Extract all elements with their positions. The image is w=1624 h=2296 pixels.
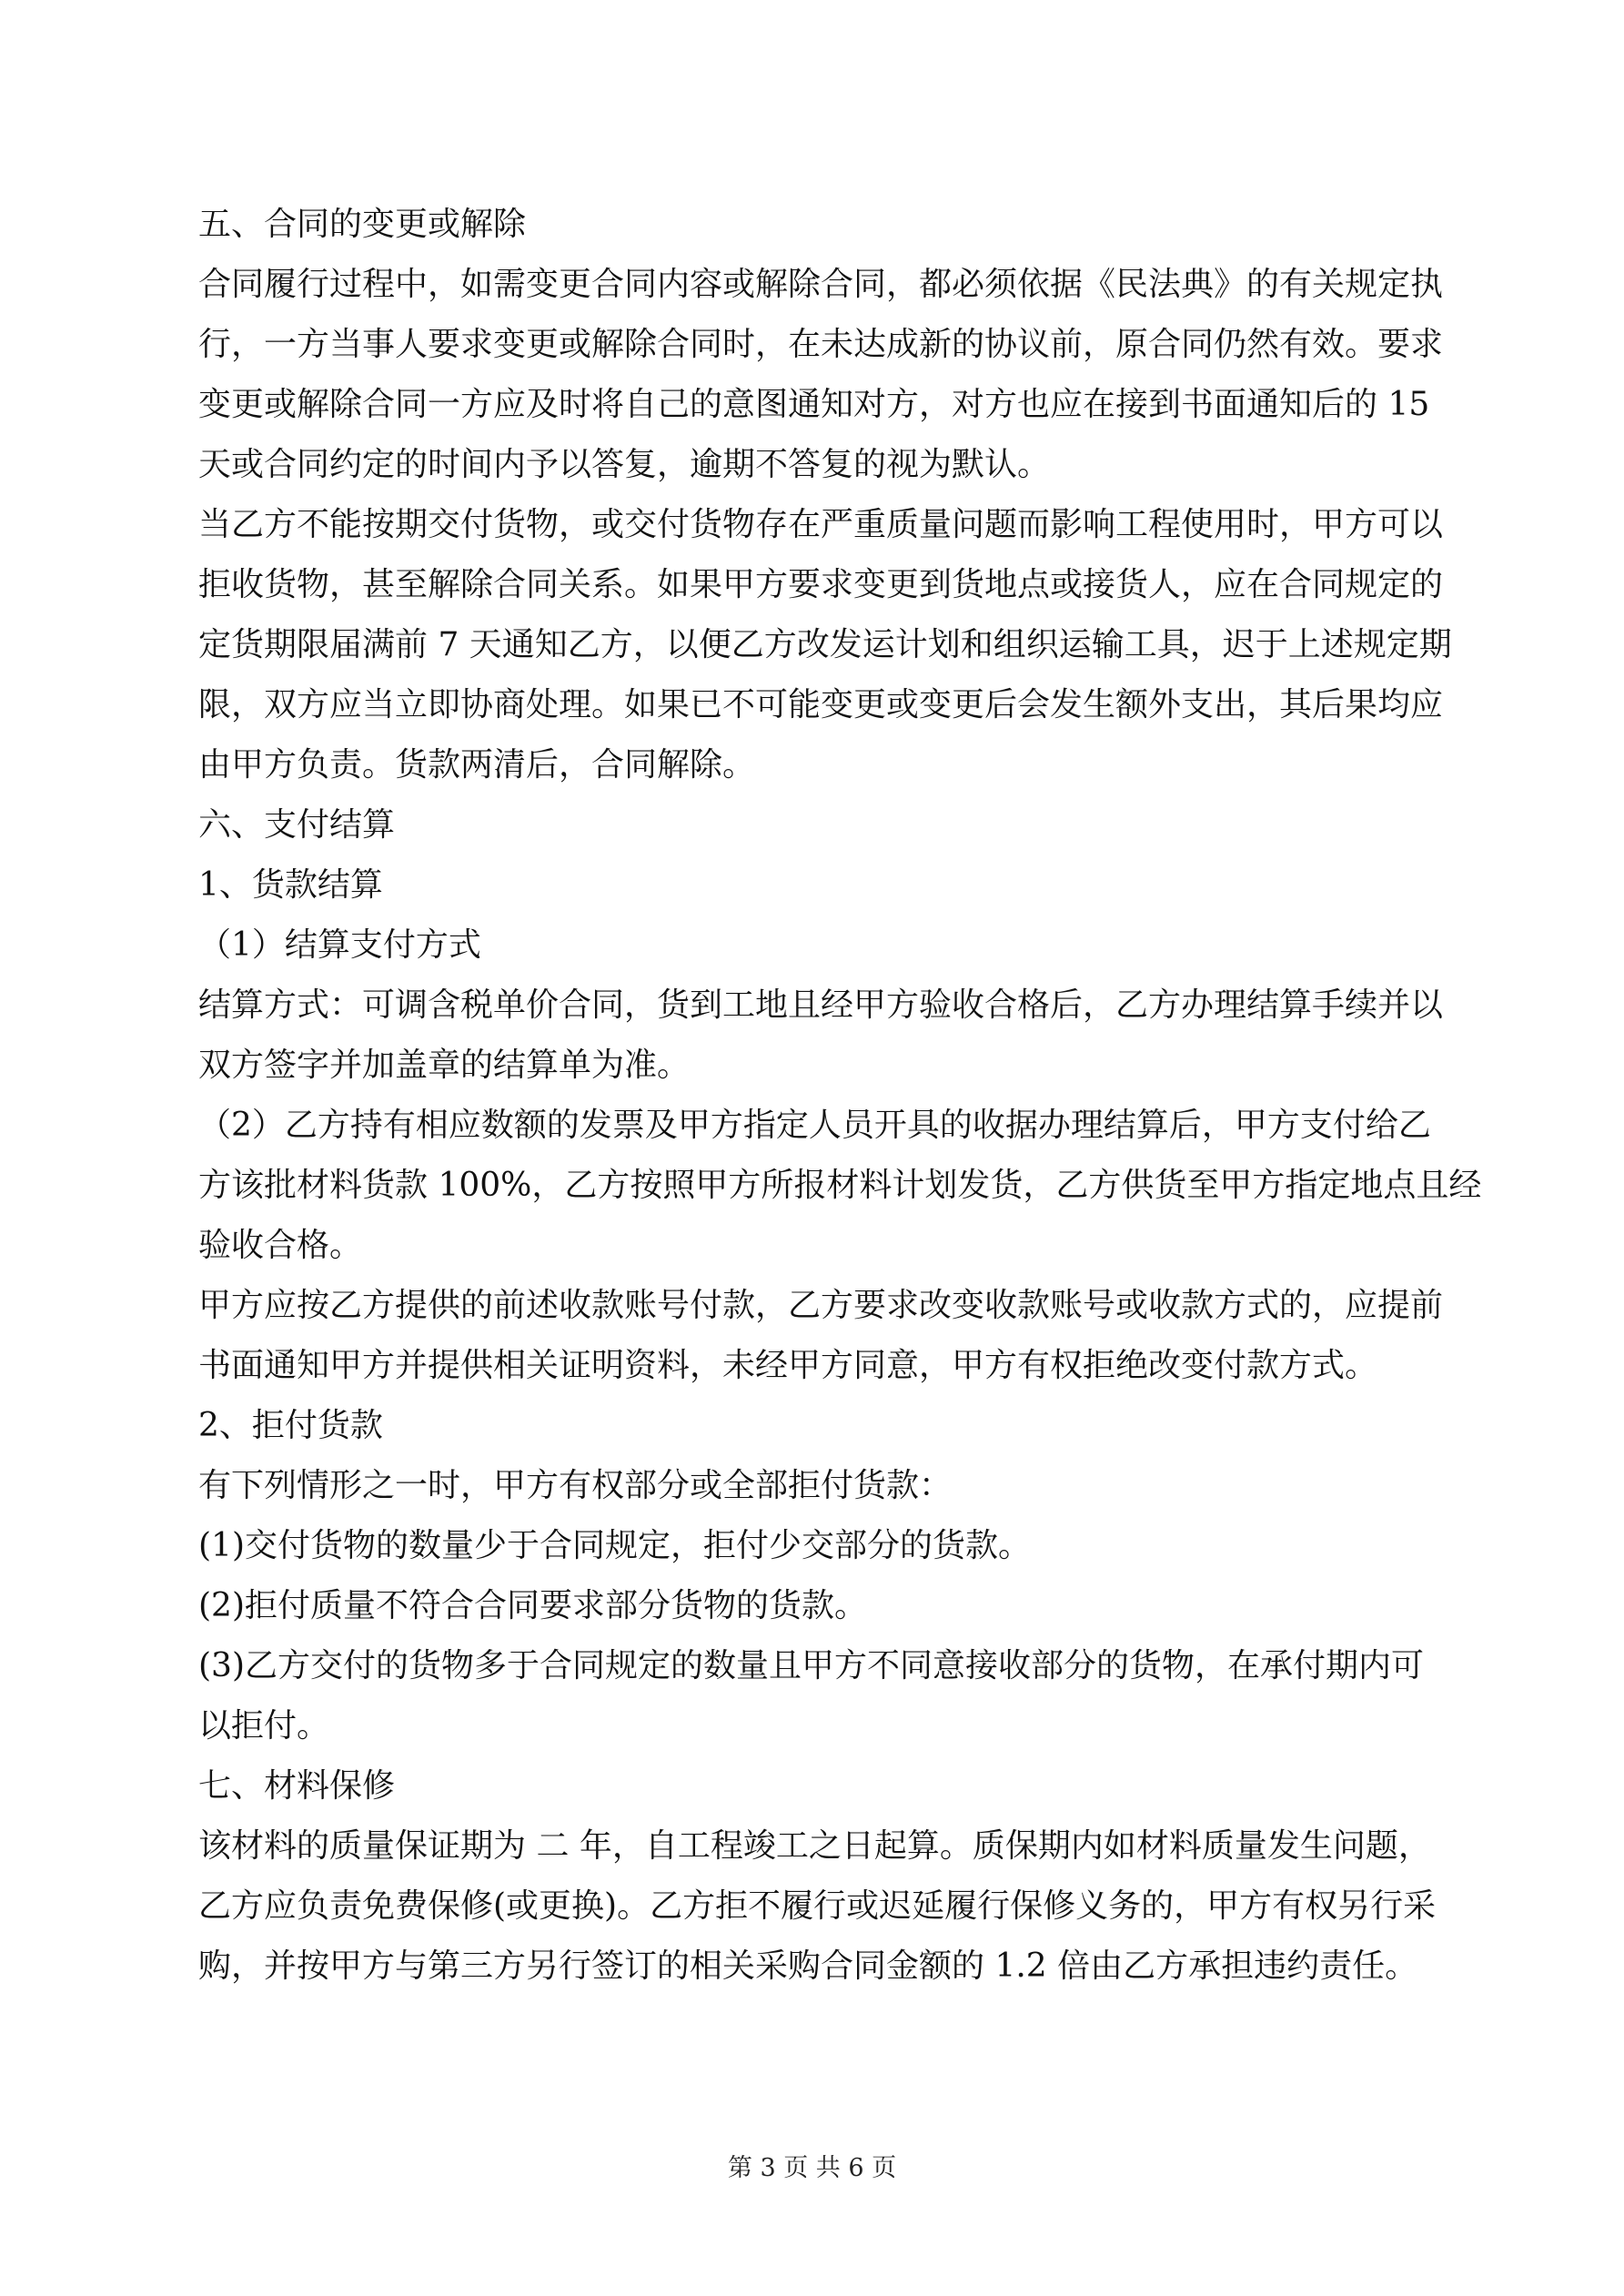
paragraph-line: 当乙方不能按期交付货物，或交付货物存在严重质量问题而影响工程使用时，甲方可以 — [198, 506, 1444, 543]
list-item: (2)拒付质量不符合合同要求部分货物的货款。 — [198, 1587, 867, 1624]
document-body — [198, 195, 1482, 1997]
paragraph-line: 限，双方应当立即协商处理。如果已不可能变更或变更后会发生额外支出，其后果均应 — [198, 686, 1444, 723]
paragraph-line: 该材料的质量保证期为 二 年，自工程竣工之日起算。质保期内如材料质量发生问题， — [198, 1827, 1431, 1865]
paragraph-line: 定货期限届满前 7 天通知乙方，以便乙方改发运计划和组织运输工具，迟于上述规定期 — [198, 626, 1452, 663]
paragraph-line: 双方签字并加盖章的结算单为准。 — [198, 1047, 691, 1084]
subsection-heading-2: 2、拒付货款 — [198, 1407, 383, 1444]
section-heading-5: 五、合同的变更或解除 — [198, 206, 527, 243]
page-footer: 第 3 页 共 6 页 — [727, 2154, 897, 2182]
list-item: (3)乙方交付的货物多于合同规定的数量且甲方不同意接收部分的货物，在承付期内可 — [198, 1647, 1424, 1684]
paragraph-line: 乙方应负责免费保修(或更换)。乙方拒不履行或迟延履行保修义务的，甲方有权另行采 — [198, 1887, 1437, 1925]
paragraph-line: 方该批材料货款 100%，乙方按照甲方所报材料计划发货，乙方供货至甲方指定地点且经 — [198, 1167, 1482, 1204]
paragraph-line: 购，并按甲方与第三方另行签订的相关采购合同金额的 1.2 倍由乙方承担违约责任。 — [198, 1947, 1418, 1985]
paragraph-line: 结算方式：可调含税单价合同，货到工地且经甲方验收合格后，乙方办理结算手续并以 — [198, 986, 1444, 1024]
paragraph-line: 天或合同约定的时间内予以答复，逾期不答复的视为默认。 — [198, 446, 1051, 483]
subsection-heading-1: 1、货款结算 — [198, 866, 383, 904]
paragraph-line: 甲方应按乙方提供的前述收款账号付款，乙方要求改变收款账号或收款方式的，应提前 — [198, 1287, 1444, 1324]
paragraph-line: 行，一方当事人要求变更或解除合同时，在未达成新的协议前，原合同仍然有效。要求 — [198, 326, 1444, 363]
item-heading: （1）结算支付方式 — [198, 926, 481, 964]
paragraph-line: 由甲方负责。货款两清后，合同解除。 — [198, 746, 756, 784]
section-heading-6: 六、支付结算 — [198, 806, 396, 844]
paragraph-line: 拒收货物，甚至解除合同关系。如果甲方要求变更到货地点或接货人，应在合同规定的 — [198, 566, 1444, 603]
list-item: (1)交付货物的数量少于合同规定，拒付少交部分的货款。 — [198, 1527, 1031, 1564]
section-heading-7: 七、材料保修 — [198, 1767, 396, 1805]
paragraph-line: 书面通知甲方并提供相关证明资料，未经甲方同意，甲方有权拒绝改变付款方式。 — [198, 1347, 1378, 1384]
paragraph-line: 有下列情形之一时，甲方有权部分或全部拒付货款： — [198, 1467, 953, 1504]
list-item: 以拒付。 — [198, 1707, 330, 1745]
paragraph-line: 合同履行过程中，如需变更合同内容或解除合同，都必须依据《民法典》的有关规定执 — [198, 266, 1444, 303]
paragraph-line: （2）乙方持有相应数额的发票及甲方指定人员开具的收据办理结算后，甲方支付给乙 — [198, 1107, 1431, 1144]
paragraph-line: 变更或解除合同一方应及时将自己的意图通知对方，对方也应在接到书面通知后的 15 — [198, 386, 1430, 423]
paragraph-line: 验收合格。 — [198, 1227, 363, 1264]
